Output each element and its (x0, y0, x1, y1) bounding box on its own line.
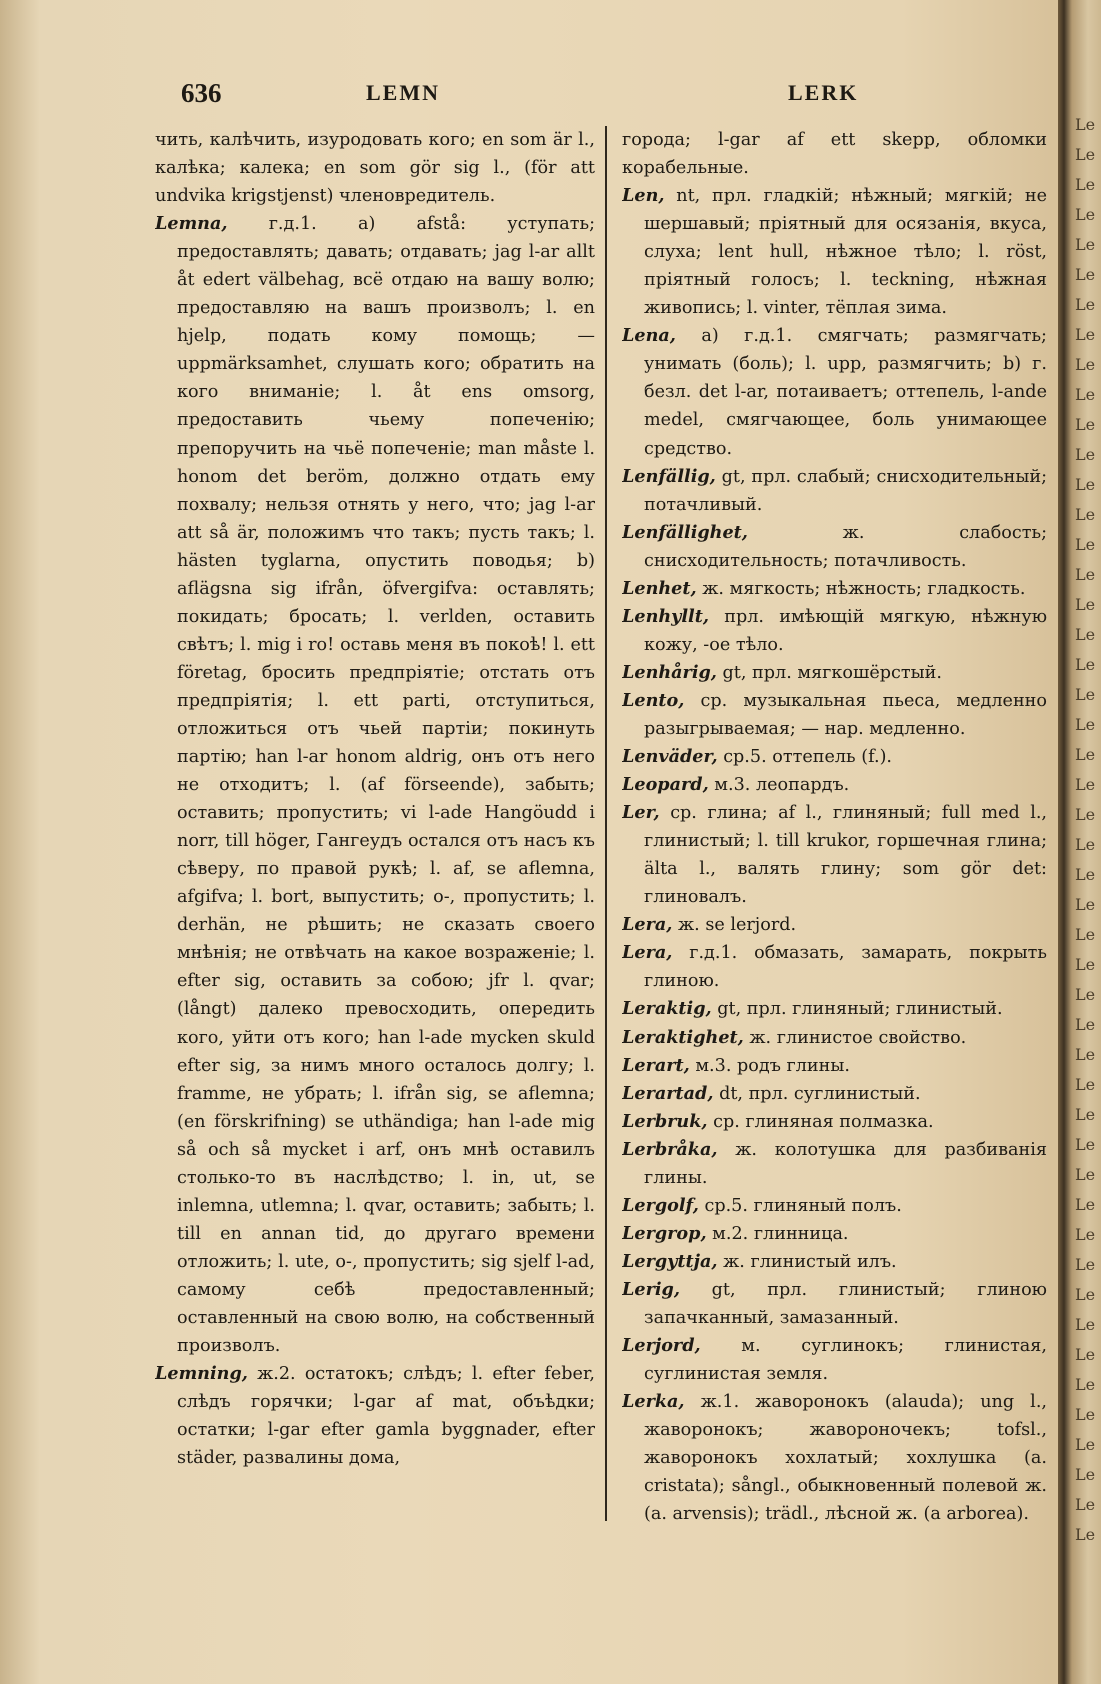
dictionary-entry (622, 182, 1047, 322)
dictionary-entry (622, 1108, 1047, 1136)
entry-headword: Len, (622, 185, 665, 207)
entry-definition: ср. музыкальная пьеса, медленно разыгрываемая; — нар. медленно. (644, 690, 1047, 739)
entry-headword: Leraktig, (622, 998, 712, 1020)
column-divider (605, 126, 607, 1521)
dictionary-entry (622, 659, 1047, 687)
dictionary-entry (622, 1052, 1047, 1080)
dictionary-entry (622, 603, 1047, 659)
dictionary-entry (622, 463, 1047, 519)
entry-definition: г.д.1. а) afstå: уступать; предоставлять; давать; отдавать; jag l-ar allt åt edert välbehag, всё отдаю на вашу волю; предоставляю на вашъ произволъ; l. en hjelp, подать кому помощь; — uppmärksamhet, слушать кого; обратить на кого вниманіе; l. åt ens omsorg, предоставить чьему попеченію; препоручить на чьё попеченіе; man måste l. honom det beröm, должно отдать ему похвалу; нельзя отнять у него, что; jag l-ar att så är, положимъ что такъ; пусть такъ; l. hästen tyglarna, опустить поводья; b) aflägsna sig ifrån, öfvergifva: оставлять; покидать; бросать; l. verlden, оставить свѣтъ; l. mig i ro! оставь меня въ покоѣ! l. ett företag, бросить предпріятіе; отстать отъ предпріятія; l. ett parti, отступиться, отложиться отъ чьей партіи; покинуть партію; han l-ar honom aldrig, онъ отъ него не отходитъ; l. (af förseende), забыть; оставить; пропустить; vi l-ade Hangöudd i norr, till höger, Гангеудъ остался отъ насъ къ сѣверу, по правой рукѣ; l. af, se aflemna, afgifva; l. bort, выпустить; о-, пропустить; l. derhän, не рѣшить; не сказать своего мнѣнія; не отвѣчать на какое возраженіе; l. efter sig, оставить за собою; jfr l. qvar; (långt) далеко превосходить, опередить кого, уйти отъ кого; han l-ade mycken skuld efter sig, за нимъ много осталось долгу; l. framme, не убрать; l. ifrån sig, se aflemna; (en förskrifning) se uthändiga; han l-ade mig så och så mycket i arf, онъ мнѣ оставилъ столько-то въ наслѣдство; l. in, ut, se inlemna, utlemna; l. qvar, оставить; забыть; l. till en annan tid, до другаго времени отложить; l. ute, о-, пропустить; sig sjelf l-ad, самому себѣ предоставленный; оставленный на свою волю, на собственный произволъ. (177, 214, 595, 1357)
entry-definition: ж. мягкость; нѣжность; гладкость. (702, 578, 1026, 599)
dictionary-entry (622, 1192, 1047, 1220)
facing-page-edge-text: Le Le Le Le Le Le Le Le Le Le Le Le Le Le Le Le Le Le Le Le Le Le Le Le Le Le Le Le Le Le Le Le Le Le Le Le Le Le Le Le Le Le Le Le Le Le Le Le (1075, 115, 1096, 1544)
entry-definition: м.3. родъ глины. (695, 1055, 850, 1076)
entry-definition: г.д.1. обмазать, замарать, покрыть глиною. (644, 943, 1047, 992)
page-header (0, 78, 1060, 112)
entry-headword: Lenhyllt, (622, 605, 709, 627)
right-column (622, 126, 1047, 1616)
entry-headword: Leraktighet, (622, 1026, 744, 1048)
entry-definition: ж. колотушка для разбиванія глины. (644, 1139, 1047, 1188)
entry-headword: Lera, (622, 942, 673, 964)
entry-definition: прл. имѣющій мягкую, нѣжную кожу, -ое тѣло. (644, 606, 1047, 655)
entry-headword: Leopard, (622, 774, 709, 796)
entry-headword: Lerart, (622, 1054, 690, 1076)
dictionary-entry (622, 1248, 1047, 1276)
dictionary-entry (622, 1024, 1047, 1052)
dictionary-entry (622, 1276, 1047, 1332)
entry-definition: ср. глиняная полмазка. (713, 1111, 934, 1132)
entry-definition: ср.5. оттепель (f.). (723, 747, 893, 768)
entry-definition: м.3. леопардъ. (714, 775, 850, 796)
entry-definition: ж. se lerjord. (677, 915, 797, 936)
entry-definition: gt, прл. глиняный; глинистый. (717, 999, 1003, 1020)
dictionary-entry (622, 995, 1047, 1023)
entry-definition: ср.5. глиняный полъ. (704, 1195, 902, 1216)
entry-definition: города; l-gar af ett skepp, обломки корабельные. (622, 130, 1047, 179)
entry-headword: Lergyttja, (622, 1250, 718, 1272)
entry-headword: Lerig, (622, 1278, 680, 1300)
dictionary-entry (622, 771, 1047, 799)
entry-headword: Ler, (622, 802, 660, 824)
entry-headword: Lena, (622, 325, 676, 347)
entry-definition: gt, прл. мягкошёрстый. (722, 662, 942, 683)
running-headword-right: LERK (788, 80, 859, 105)
entry-headword: Lerartad, (622, 1082, 714, 1104)
entry-definition: ж. глинистое свойство. (749, 1027, 967, 1048)
dictionary-entry (622, 1080, 1047, 1108)
dictionary-entry (622, 1220, 1047, 1248)
entry-headword: Lerjord, (622, 1335, 701, 1357)
entry-definition: ж. глинистый илъ. (723, 1251, 897, 1272)
page-number: 636 (181, 78, 222, 108)
entry-headword: Lergrop, (622, 1222, 707, 1244)
dictionary-entry (622, 1136, 1047, 1192)
entry-headword: Lerbråka, (622, 1138, 718, 1160)
dictionary-entry (622, 939, 1047, 995)
entry-headword: Lergolf, (622, 1194, 699, 1216)
dictionary-entry (622, 126, 1047, 182)
entry-headword: Lenhet, (622, 577, 697, 599)
entry-definition: nt, прл. гладкій; нѣжный; мягкій; не шершавый; пріятный для осязанія, вкуса, слуха; lent hull, нѣжное тѣло; l. röst, пріятный голосъ; l. teckning, нѣжная живопись; l. vinter, тёплая зима. (644, 186, 1047, 319)
entry-headword: Lento, (622, 689, 685, 711)
entry-headword: Lenfällighet, (622, 521, 748, 543)
entry-definition: ж.1. жаворонокъ (alauda); ung l., жаворонокъ; жавороночекъ; tofsl., жаворонокъ хохлатый; хохлушка (a. cristata); sångl., обыкновенный полевой ж. (a. arvensis); trädl., лѣсной ж. (a arborea). (644, 1392, 1047, 1525)
dictionary-entry (622, 799, 1047, 911)
left-column (155, 126, 595, 1616)
dictionary-entry (622, 687, 1047, 743)
dictionary-entry (622, 1332, 1047, 1388)
running-headword-left: LEMN (366, 80, 440, 105)
entry-headword: Lera, (622, 914, 673, 936)
entry-headword: Lerbruk, (622, 1110, 708, 1132)
entry-headword: Lenväder, (622, 746, 718, 768)
dictionary-entry (622, 519, 1047, 575)
entry-headword: Lemning, (155, 1363, 248, 1385)
dictionary-entry (622, 743, 1047, 771)
dictionary-entry (622, 575, 1047, 603)
entry-definition: чить, калѣчить, изуродовать кого; en som är l., калѣка; калека; en som gör sig l., (för att undvika krigstjenst) членовредитель. (155, 130, 595, 207)
dictionary-entry (622, 322, 1047, 462)
entry-definition: dt, прл. суглинистый. (719, 1083, 921, 1104)
dictionary-entry (155, 126, 595, 210)
entry-headword: Lemna, (155, 213, 228, 235)
entry-definition: м. суглинокъ; глинистая, суглинистая земля. (644, 1336, 1047, 1385)
entry-headword: Lenhårig, (622, 661, 717, 683)
dictionary-entry (155, 210, 595, 1360)
entry-headword: Lenfällig, (622, 465, 716, 487)
dictionary-entry (622, 911, 1047, 939)
entry-definition: ж. слабость; снисходительность; потачливость. (644, 522, 1047, 571)
entry-definition: ср. глина; af l., глиняный; full med l., глинистый; l. till krukor, горшечная глина; älta l., валять глину; som gör det: глиновалъ. (644, 803, 1047, 908)
entry-definition: м.2. глинница. (712, 1223, 849, 1244)
entry-headword: Lerka, (622, 1391, 685, 1413)
entry-definition: ж.2. остатокъ; слѣдъ; l. efter feber, слѣдъ горячки; l-gar af mat, объѣдки; остатки; l-gar efter gamla byggnader, efter städer, развалины дома, (177, 1364, 595, 1469)
dictionary-entry (155, 1360, 595, 1472)
entry-definition: gt, прл. слабый; снисходительный; потачливый. (644, 466, 1047, 515)
dictionary-entry (622, 1388, 1047, 1528)
entry-definition: а) г.д.1. смягчать; размягчать; унимать (боль); l. upp, размягчить; b) г. безл. det l-ar, потаиваетъ; оттепель, l-ande medel, смягчающее, боль унимающее средство. (644, 326, 1047, 459)
entry-definition: gt, прл. глинистый; глиною запачканный, замазанный. (644, 1279, 1047, 1328)
